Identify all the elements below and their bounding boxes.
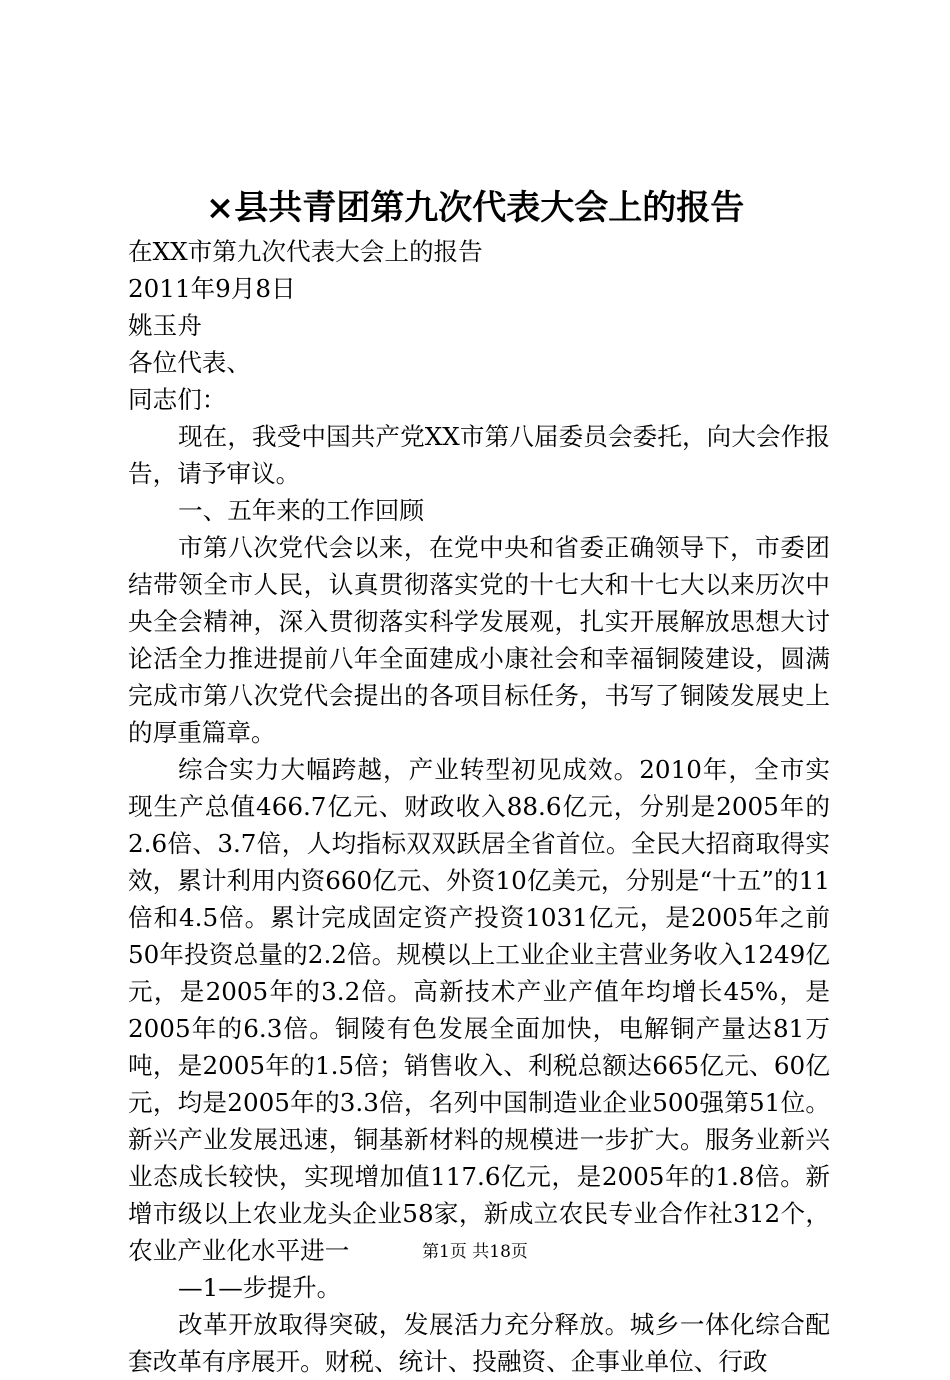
page-footer: 第1页 共18页 [422, 1242, 528, 1262]
salutation-line: 同志们： [128, 385, 227, 414]
document-body [128, 233, 830, 1380]
section-heading: 一、五年来的工作回顾 [178, 496, 424, 525]
subtitle-line: 在XX市第九次代表大会上的报告 [128, 237, 483, 266]
paragraph: 现在，我受中国共产党XX市第八届委员会委托，向大会作报告，请予审议。 [128, 422, 830, 488]
date-line: 2011年9月8日 [128, 274, 296, 303]
salutation-line: 各位代表、 [128, 348, 251, 377]
paragraph: 综合实力大幅跨越，产业转型初见成效。2010年，全市实现生产总值466.7亿元、财政收入88.6亿元，分别是2005年的2.6倍、3.7倍，人均指标双双跃居全省首位。全民大招商取得实效，累计利用内资660亿元、外资10亿美元，分别是“十五”的11倍和4.5倍。累计完成固定资产投资1031亿元，是2005年之前50年投资总量的2.2倍。规模以上工业企业主营业务收入1249亿元，是2005年的3.2倍。高新技术产业产值年均增长45%，是2005年的6.3倍。铜陵有色发展全面加快，电解铜产量达81万吨，是2005年的1.5倍；销售收入、利税总额达665亿元、60亿元，均是2005年的3.3倍，名列中国制造业企业500强第51位。新兴产业发展迅速，铜基新材料的规模进一步扩大。服务业新兴业态成长较快，实现增加值117.6亿元，是2005年的1.8倍。新增市级以上农业龙头企业58家，新成立农民专业合作社312个，农业产业化水平进一 [128, 755, 830, 1265]
document-title: ×县共青团第九次代表大会上的报告 [205, 188, 745, 228]
paragraph: 改革开放取得突破，发展活力充分释放。城乡一体化综合配套改革有序展开。财税、统计、投融资、企事业单位、行政 [128, 1310, 830, 1376]
author-line: 姚玉舟 [128, 311, 202, 340]
paragraph: —1—步提升。 [178, 1273, 342, 1302]
paragraph: 市第八次党代会以来，在党中央和省委正确领导下，市委团结带领全市人民，认真贯彻落实党的十七大和十七大以来历次中央全会精神，深入贯彻落实科学发展观，扎实开展解放思想大讨论活全力推进提前八年全面建成小康社会和幸福铜陵建设，圆满完成市第八次党代会提出的各项目标任务，书写了铜陵发展史上的厚重篇章。 [128, 533, 830, 747]
